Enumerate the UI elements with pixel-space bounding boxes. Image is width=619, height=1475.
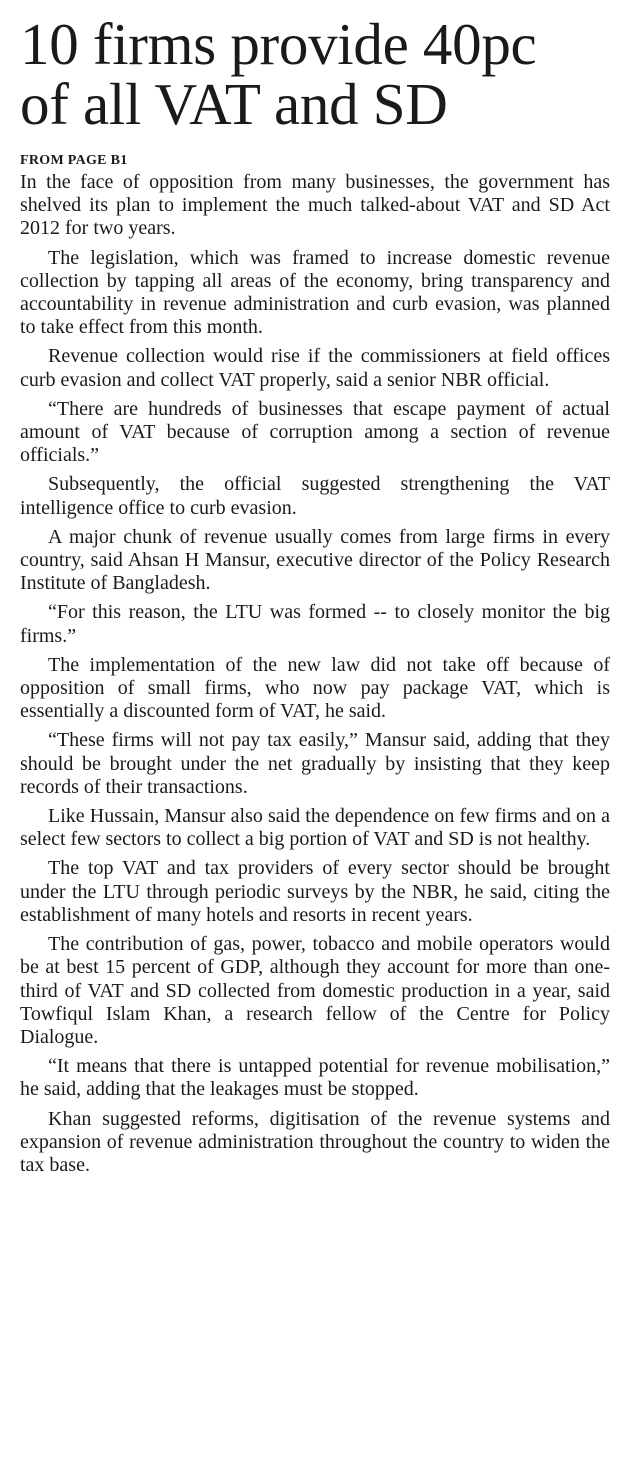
paragraph: The legislation, which was framed to increase domestic revenue collection by tapping all areas of the economy, bring transparency and accountability in revenue administration and curb evasion, was planned to take effect from this month. [20,246,610,339]
paragraph: “These firms will not pay tax easily,” Mansur said, adding that they should be brought under the net gradually by insisting that they keep records of their transactions. [20,729,610,798]
headline-line-1: 10 firms provide 40pc [20,11,537,77]
paragraph: “For this reason, the LTU was formed -- to closely monitor the big firms.” [20,601,610,647]
paragraph: The top VAT and tax providers of every sector should be brought under the LTU through periodic surveys by the NBR, he said, citing the establishment of many hotels and resorts in recent years. [20,857,610,926]
paragraph: In the face of opposition from many businesses, the government has shelved its plan to implement the much talked-about VAT and SD Act 2012 for two years. [20,171,610,240]
article-body [20,171,610,1177]
paragraph: “There are hundreds of businesses that escape payment of actual amount of VAT because of corruption among a section of revenue officials.” [20,397,610,467]
jump-label: FROM PAGE B1 [20,153,128,168]
paragraph: The implementation of the new law did not take off because of opposition of small firms, who now pay package VAT, which is essentially a discounted form of VAT, he said. [20,653,610,723]
headline-line-2: of all VAT and SD [20,71,448,137]
paragraph: Revenue collection would rise if the commissioners at field offices curb evasion and collect VAT properly, said a senior NBR official. [20,345,610,391]
paragraph: Like Hussain, Mansur also said the dependence on few firms and on a select few sectors to collect a big portion of VAT and SD is not healthy. [20,805,610,851]
paragraph: Subsequently, the official suggested strengthening the VAT intelligence office to curb evasion. [20,473,610,519]
paragraph: Khan suggested reforms, digitisation of the revenue systems and expansion of revenue administration throughout the country to widen the tax base. [20,1107,610,1176]
paragraph: “It means that there is untapped potential for revenue mobilisation,” he said, adding that the leakages must be stopped. [20,1055,610,1101]
headline [20,11,610,137]
news-article [20,11,610,1183]
paragraph: A major chunk of revenue usually comes from large firms in every country, said Ahsan H Mansur, executive director of the Policy Research Institute of Bangladesh. [20,525,610,595]
paragraph: The contribution of gas, power, tobacco and mobile operators would be at best 15 percent of GDP, although they account for more than one-third of VAT and SD collected from domestic production in a year, said Towfiqul Islam Khan, a research fellow of the Centre for Policy Dialogue. [20,933,610,1048]
